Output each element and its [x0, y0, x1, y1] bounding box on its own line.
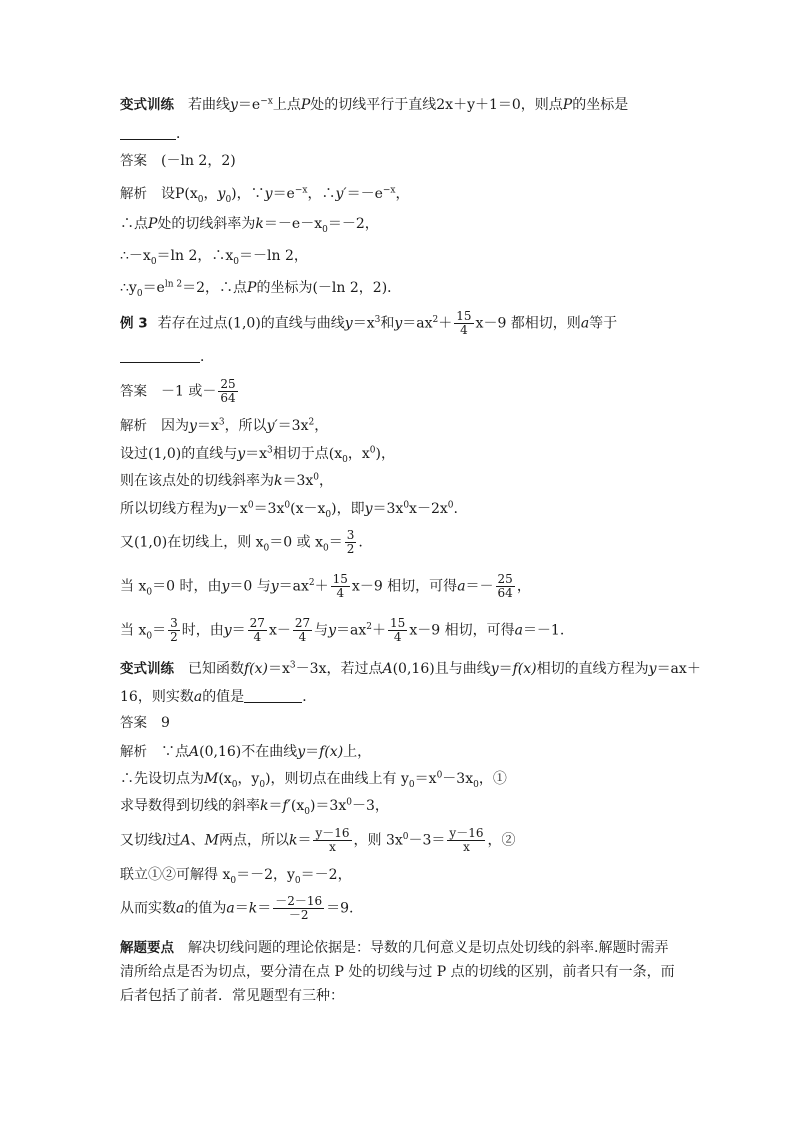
problem1-step2: ∴点P处的切线斜率为$k=-e-x_0=-2$， — [120, 216, 379, 235]
problem2-step1: 解析 ∵点A(0,16)不在曲线y＝f(x)上， — [120, 744, 372, 760]
fraction-15-4: $\frac{15}{4}$ — [456, 309, 472, 337]
problem1-stem: 变式训练 若曲线$y=e^{-x}$上点P处的切线平行于直线2x＋y＋1＝0，则点P的坐标是 — [120, 96, 629, 113]
fraction-15-4: $\frac{15}{4}$ — [390, 616, 406, 644]
answer-label: 答案 — [120, 715, 147, 731]
example3-step7: 当 $x_0=$ $\frac{3}{2}$ 时，由y＝ $\frac{27}{4}$ x－ $\frac{27}{4}$ 与$y=ax^2+$ $\frac{15}{4}$ x－9 相切，可得a＝－1. — [120, 616, 565, 644]
answer-label: 答案 — [120, 383, 147, 400]
fraction-3-2: $\frac{3}{2}$ — [346, 528, 355, 556]
problem2-step3: 求导数得到切线的斜率$k=f'(x_0)=3x^0-3$， — [120, 797, 389, 817]
keypoint-paragraph: 解题要点 解决切线问题的理论依据是：导数的几何意义是切点处切线的斜率.解题时需弄清所给点是否为切点，要分清在点 P 处的切线与过 P 点的切线的区别，前者只有一条，而后者包括了前者．常见题型有三种： — [120, 940, 675, 1004]
answer-blank — [120, 348, 200, 363]
problem2-step4: 又切线l过A、M两点，所以k＝ $\frac{y-16}{x}$ ，则 $3x^0-3=$ $\frac{y-16}{x}$ ，② — [120, 826, 516, 854]
example3-blank-line: ． — [120, 348, 214, 366]
problem2-stem: 变式训练 已知函数$f(x)=x^3-3x$，若过点A(0,16)且与曲线y＝f(x)相切的直线方程为y＝ax＋ — [120, 660, 701, 677]
example3-stem: 例 3 若存在过点(1,0)的直线与曲线$y=x^3$和$y=ax^2+$ $\frac{15}{4}$ x－9 都相切，则a等于 — [120, 309, 618, 337]
example3-step5: 又(1,0)在切线上，则 $x_0=0$ 或 $x_0=$ $\frac{3}{2}$ . — [120, 528, 363, 556]
fraction-27-4: $\frac{27}{4}$ — [249, 616, 265, 644]
problem1-answer: 答案 (－ln 2，2) — [120, 153, 236, 169]
analysis-label: 解析 — [120, 744, 147, 760]
problem2-step2: ∴先设切点为$M(x_0$，$y_0$)，则切点在曲线上有 $y_0=x^0-3x_0$，① — [120, 770, 507, 790]
fraction-25-64: $\frac{25}{64}$ — [497, 572, 513, 600]
example3-answer: 答案 －1 或－ $\frac{25}{64}$ — [120, 377, 236, 405]
problem1-step4: $\therefore y_0=e^{ln 2}=2$，∴点P的坐标为(－ln 2，2)． — [120, 279, 402, 299]
analysis-label: 解析 — [120, 418, 147, 434]
fraction-15-4: $\frac{15}{4}$ — [332, 572, 348, 600]
answer-label: 答案 — [120, 153, 147, 169]
answer-blank — [120, 125, 176, 140]
answer-blank — [244, 688, 302, 703]
example3-step6: 当 $x_0=0$ 时，由y＝0 与$y=ax^2+$ $\frac{15}{4}$ x－9 相切，可得a＝－ $\frac{25}{64}$ ， — [120, 572, 531, 600]
problem2-answer: 答案 9 — [120, 715, 170, 731]
problem2-step5: 联立①②可解得 $x_0=-2$，$y_0=-2$， — [120, 867, 352, 886]
variant-label: 变式训练 — [120, 661, 174, 677]
problem1-step1: 解析 设$P(x_0$，$y_0$)，$\because y=e^{-x}$，$\therefore y'=-e^{-x}$， — [120, 185, 410, 205]
fraction-25-64: $\frac{25}{64}$ — [220, 377, 236, 405]
problem2-stem-line2: 16，则实数a的值是 ． — [120, 689, 317, 705]
fraction-result: $\frac{-2-16}{-2}$ — [275, 894, 323, 922]
fraction-slope: $\frac{y-16}{x}$ — [315, 826, 350, 854]
problem1-step3: $\therefore-x_0=\ln$ 2，$\therefore x_0=-\ln$ 2， — [120, 248, 308, 267]
example3-step3: 则在该点处的切线斜率为$k=3x^0$， — [120, 472, 334, 489]
fraction-27-4: $\frac{27}{4}$ — [294, 616, 311, 644]
example3-step4: 所以切线方程为$y-x^0=3x^0(x-x_0)$，即$y=3x^0x-2x^0$. — [120, 500, 458, 520]
variant-label: 变式训练 — [120, 97, 174, 113]
fraction-slope: $\frac{y-16}{x}$ — [449, 826, 484, 854]
problem2-step6: 从而实数a的值为a＝k＝ $\frac{-2-16}{-2}$ ＝9. — [120, 894, 354, 922]
example3-label: 例 3 — [120, 315, 148, 332]
problem1-blank-line: ． — [120, 125, 190, 143]
analysis-label: 解析 — [120, 186, 147, 202]
keypoint-label: 解题要点 — [120, 940, 174, 956]
fraction-3-2: $\frac{3}{2}$ — [170, 616, 178, 644]
example3-step1: 解析 因为$y=x^3$，所以$y'=3x^2$， — [120, 417, 329, 434]
example3-step2: 设过(1,0)的直线与$y=x^3$相切于点($x_0$，$x^0$)， — [120, 445, 395, 465]
